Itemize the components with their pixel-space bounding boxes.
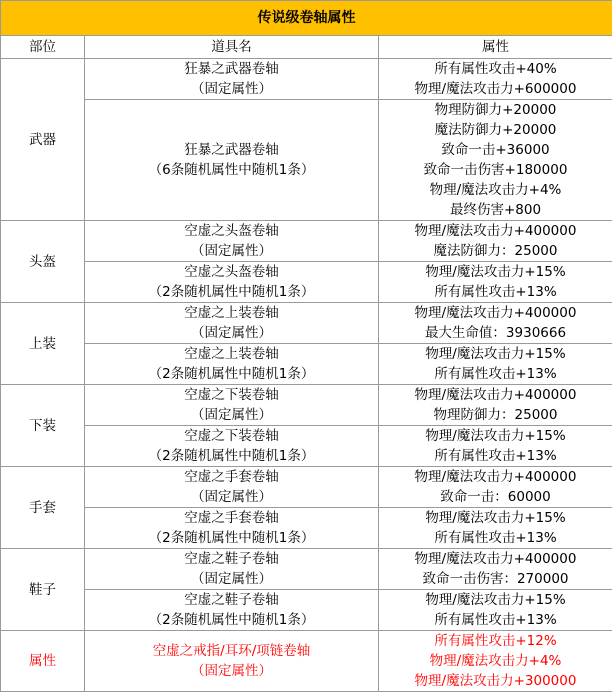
attribute-line: 物理/魔法攻击力+600000 [379, 79, 612, 99]
header-part: 部位 [1, 36, 85, 59]
item-name-cell [85, 59, 379, 100]
attribute-line: 物理/魔法攻击力+15% [379, 590, 612, 610]
item-name-note: （6条随机属性中随机1条） [85, 160, 378, 180]
table-row [1, 590, 612, 631]
item-name-cell [85, 262, 379, 303]
table-row [1, 426, 612, 467]
attributes-cell [379, 508, 612, 549]
item-name-cell [85, 549, 379, 590]
attribute-line: 物理/魔法攻击力+15% [379, 508, 612, 528]
part-cell: 武器 [1, 59, 85, 221]
item-name-note: （固定属性） [85, 487, 378, 507]
attribute-line: 所有属性攻击+13% [379, 528, 612, 548]
item-name-note: （固定属性） [85, 241, 378, 261]
attributes-cell [379, 262, 612, 303]
item-name-cell [85, 631, 379, 692]
table-row [1, 467, 612, 508]
attribute-line: 致命一击伤害：270000 [379, 569, 612, 589]
attribute-line: 物理/魔法攻击力+4% [379, 180, 612, 200]
attributes-cell [379, 385, 612, 426]
attribute-line: 所有属性攻击+13% [379, 610, 612, 630]
item-name: 空虚之上装卷轴 [85, 303, 378, 323]
table-row [1, 344, 612, 385]
attributes-cell [379, 549, 612, 590]
attributes-cell [379, 59, 612, 100]
attribute-line: 所有属性攻击+40% [379, 59, 612, 79]
item-name-cell [85, 467, 379, 508]
attributes-cell [379, 344, 612, 385]
table-row [1, 59, 612, 100]
part-cell: 属性 [1, 631, 85, 692]
header-item-name: 道具名 [85, 36, 379, 59]
item-name-note: （2条随机属性中随机1条） [85, 610, 378, 630]
item-name-cell [85, 590, 379, 631]
part-cell: 鞋子 [1, 549, 85, 631]
attributes-cell [379, 100, 612, 221]
attribute-line: 物理/魔法攻击力+400000 [379, 221, 612, 241]
table-body [1, 59, 612, 692]
attribute-line: 物理防御力+20000 [379, 100, 612, 120]
attribute-line: 魔法防御力+20000 [379, 120, 612, 140]
table-row [1, 303, 612, 344]
attributes-cell [379, 590, 612, 631]
item-name-cell [85, 344, 379, 385]
item-name: 空虚之下装卷轴 [85, 385, 378, 405]
item-name: 空虚之手套卷轴 [85, 508, 378, 528]
item-name: 空虚之头盔卷轴 [85, 262, 378, 282]
table-row [1, 221, 612, 262]
item-name-cell [85, 385, 379, 426]
item-name: 空虚之上装卷轴 [85, 344, 378, 364]
item-name-cell [85, 100, 379, 221]
item-name-note: （固定属性） [85, 79, 378, 99]
item-name: 狂暴之武器卷轴 [85, 59, 378, 79]
attribute-line: 物理/魔法攻击力+400000 [379, 467, 612, 487]
attribute-line: 致命一击+36000 [379, 140, 612, 160]
attribute-line: 最终伤害+800 [379, 200, 612, 220]
table-row [1, 385, 612, 426]
part-cell: 头盔 [1, 221, 85, 303]
attributes-cell [379, 303, 612, 344]
table-row [1, 100, 612, 221]
attribute-line: 物理/魔法攻击力+15% [379, 344, 612, 364]
table-row [1, 508, 612, 549]
item-name: 空虚之手套卷轴 [85, 467, 378, 487]
item-name: 空虚之鞋子卷轴 [85, 590, 378, 610]
attributes-cell [379, 631, 612, 692]
item-name: 空虚之头盔卷轴 [85, 221, 378, 241]
item-name: 空虚之下装卷轴 [85, 426, 378, 446]
table-title: 传说级卷轴属性 [1, 1, 612, 36]
item-name-cell [85, 221, 379, 262]
item-name-note: （2条随机属性中随机1条） [85, 528, 378, 548]
attribute-line: 所有属性攻击+13% [379, 446, 612, 466]
attributes-cell [379, 467, 612, 508]
item-name: 空虚之鞋子卷轴 [85, 549, 378, 569]
attributes-cell [379, 426, 612, 467]
item-name-note: （固定属性） [85, 569, 378, 589]
part-cell: 手套 [1, 467, 85, 549]
item-name-cell [85, 508, 379, 549]
item-name-note: （固定属性） [85, 323, 378, 343]
attribute-line: 物理/魔法攻击力+400000 [379, 303, 612, 323]
attribute-line: 物理/魔法攻击力+4% [379, 651, 612, 671]
table-row [1, 631, 612, 692]
attribute-line: 物理/魔法攻击力+300000 [379, 671, 612, 691]
attribute-line: 物理/魔法攻击力+15% [379, 262, 612, 282]
attribute-line: 致命一击伤害+180000 [379, 160, 612, 180]
attribute-line: 物理/魔法攻击力+400000 [379, 549, 612, 569]
item-name-note: （2条随机属性中随机1条） [85, 282, 378, 302]
item-name-cell [85, 426, 379, 467]
attribute-line: 致命一击：60000 [379, 487, 612, 507]
item-name-note: （固定属性） [85, 661, 378, 681]
attribute-line: 最大生命值：3930666 [379, 323, 612, 343]
item-name-note: （2条随机属性中随机1条） [85, 364, 378, 384]
attribute-line: 物理/魔法攻击力+15% [379, 426, 612, 446]
part-cell: 下装 [1, 385, 85, 467]
table-row [1, 262, 612, 303]
header-attributes: 属性 [379, 36, 612, 59]
item-name-note: （2条随机属性中随机1条） [85, 446, 378, 466]
item-name: 空虚之戒指/耳环/项链卷轴 [85, 641, 378, 661]
part-cell: 上装 [1, 303, 85, 385]
attributes-cell [379, 221, 612, 262]
attribute-line: 所有属性攻击+13% [379, 282, 612, 302]
attribute-line: 物理/魔法攻击力+400000 [379, 385, 612, 405]
attribute-line: 所有属性攻击+13% [379, 364, 612, 384]
item-name-cell [85, 303, 379, 344]
attribute-line: 所有属性攻击+12% [379, 631, 612, 651]
table-row [1, 549, 612, 590]
item-name: 狂暴之武器卷轴 [85, 140, 378, 160]
attribute-line: 魔法防御力：25000 [379, 241, 612, 261]
item-name-note: （固定属性） [85, 405, 378, 425]
attribute-line: 物理防御力：25000 [379, 405, 612, 425]
